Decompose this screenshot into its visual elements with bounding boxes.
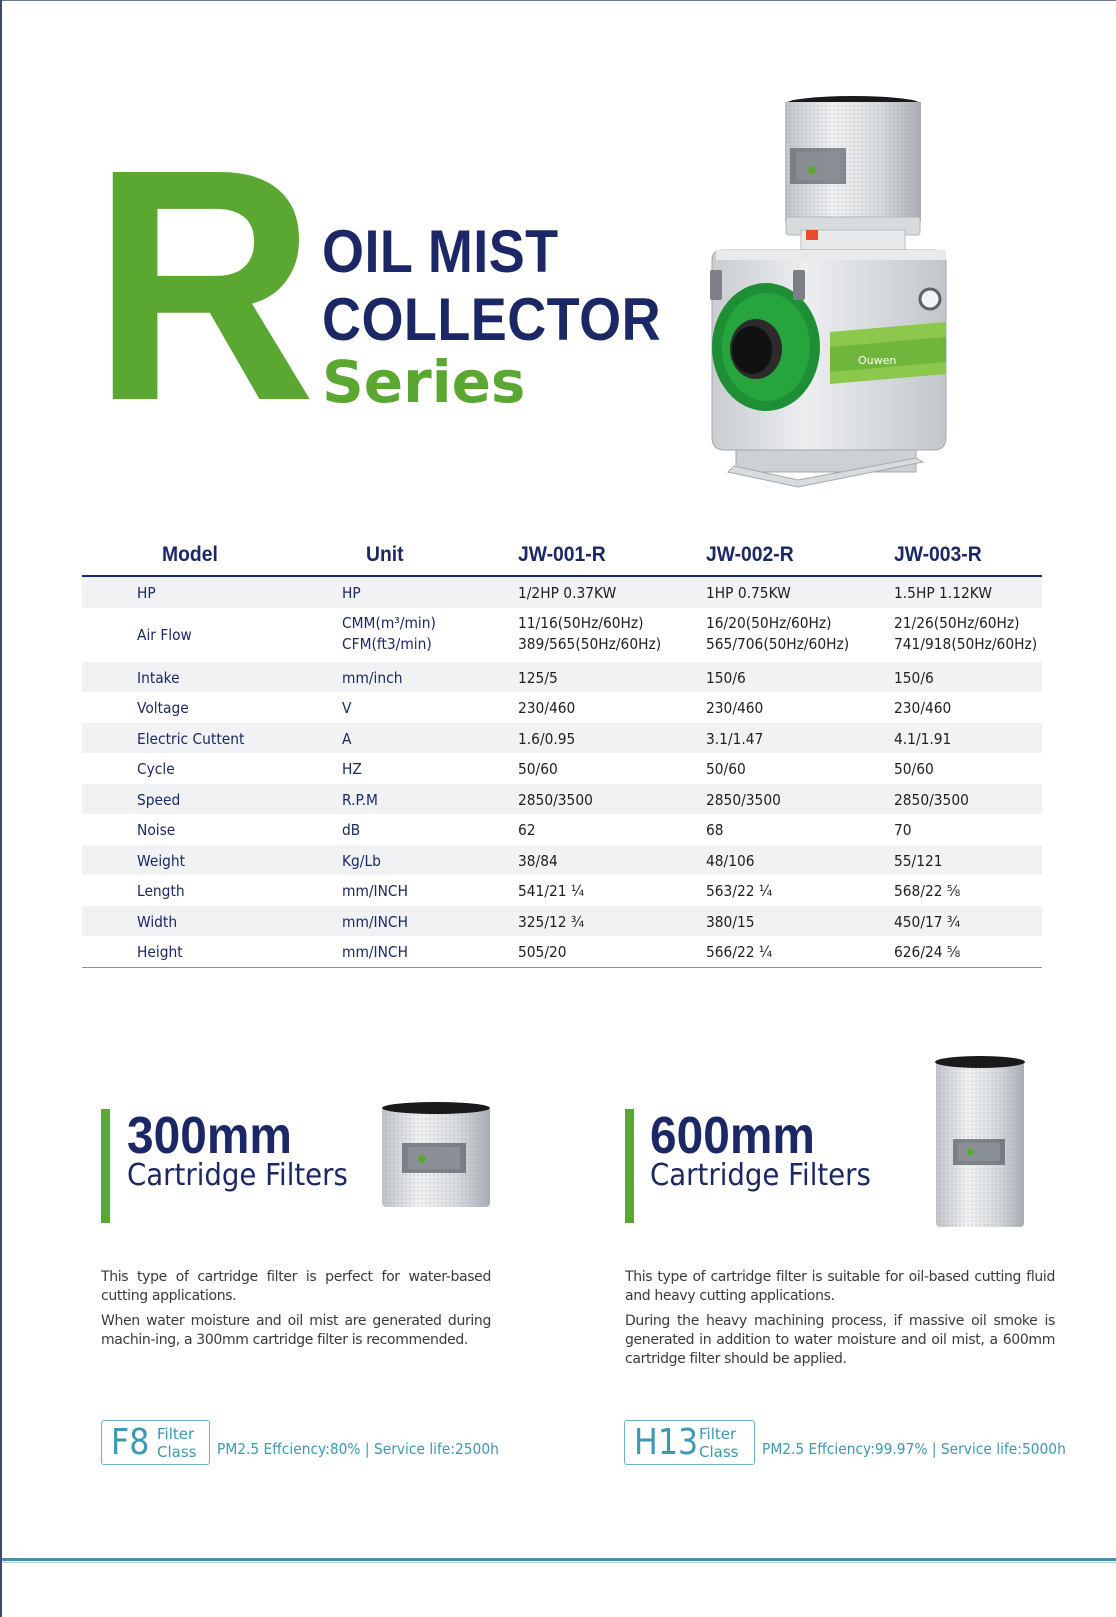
- table-row: [82, 662, 1042, 693]
- row-unit: mm/inch: [342, 668, 403, 687]
- row-value-jw-002-r: 380/15: [706, 912, 755, 931]
- table-row: [82, 936, 1042, 967]
- row-unit: Kg/Lb: [342, 851, 381, 870]
- table-header: [82, 535, 1042, 577]
- row-value-pair-jw-001-r: [518, 614, 661, 653]
- row-value-jw-003-r: 568/22 ⅝: [894, 882, 961, 900]
- filter-class-label: [699, 1425, 738, 1461]
- row-value-jw-003-r: 2850/3500: [894, 790, 969, 809]
- row-unit-secondary: CFM(ft3/min): [342, 634, 432, 653]
- row-param: Weight: [137, 851, 186, 870]
- row-value-pair-jw-002-r: [706, 614, 849, 653]
- filter-class-info-600: PM2.5 Effciency:99.97% | Service life:5000h: [762, 1440, 1066, 1458]
- oil-mist-collector-image: [708, 92, 980, 492]
- row-value-jw-003-r: 230/460: [894, 699, 952, 717]
- specification-table: [82, 535, 1042, 968]
- filter-class-label: [157, 1425, 196, 1461]
- filter-class-label-line2: Class: [699, 1443, 739, 1461]
- header-model: Model: [162, 543, 218, 566]
- header-unit: Unit: [366, 543, 404, 566]
- filter-class-badge-f8: [101, 1420, 210, 1465]
- header-jw-003-r: JW-003-R: [894, 543, 982, 566]
- row-param: Air Flow: [137, 625, 192, 644]
- row-param: Noise: [137, 821, 176, 839]
- row-unit: dB: [342, 821, 361, 839]
- row-unit: V: [342, 699, 352, 717]
- row-param: Width: [137, 912, 178, 931]
- page-top-border: [0, 0, 1116, 1]
- row-param: Length: [137, 882, 185, 900]
- table-bottom-rule: [82, 967, 1042, 968]
- row-value-jw-003-r: 450/17 ¾: [894, 912, 961, 931]
- row-value-jw-001-r: 1.6/0.95: [518, 729, 576, 748]
- row-value-jw-003-r: 70: [894, 821, 912, 839]
- filter-class-code: H13: [634, 1422, 699, 1463]
- row-value-jw-003-r: 1.5HP 1.12KW: [894, 584, 992, 602]
- row-value-jw-002-r: 230/460: [706, 699, 764, 717]
- description-paragraph: When water moisture and oil mist are generated during machin-ing, a 300mm cartridge filter is recommended.: [101, 1313, 491, 1348]
- page-left-border: [0, 0, 2, 1617]
- row-value-jw-001-r: 541/21 ¼: [518, 882, 585, 900]
- row-value-jw-001-r: 2850/3500: [518, 790, 593, 809]
- description-paragraph: During the heavy machining process, if massive oil smoke is generated in addition to water moisture and oil mist, a 600mm cartridge filter should be applied.: [625, 1313, 1055, 1367]
- description-paragraph: This type of cartridge filter is perfect for water-based cutting applications.: [101, 1269, 491, 1304]
- filter-description-600: [625, 1268, 1055, 1375]
- row-value-jw-002-r: 68: [706, 821, 724, 839]
- row-value-jw-003-r: 150/6: [894, 668, 934, 687]
- filter-name-600: Cartridge Filters: [650, 1158, 871, 1193]
- row-unit-pair: [342, 614, 436, 653]
- filter-size-600: 600mm: [650, 1107, 815, 1165]
- row-value: 21/26(50Hz/60Hz): [894, 613, 1020, 632]
- series-letter: R: [92, 100, 307, 469]
- row-value-jw-002-r: 563/22 ¼: [706, 882, 773, 900]
- row-param: Cycle: [137, 760, 175, 778]
- row-value-jw-001-r: 505/20: [518, 943, 567, 961]
- row-value-jw-001-r: 230/460: [518, 699, 576, 717]
- table-row: [82, 814, 1042, 845]
- filter-class-label-line1: Filter: [699, 1425, 737, 1443]
- row-param: Intake: [137, 668, 180, 687]
- title-line-3: Series: [322, 348, 526, 416]
- filter-size-300: 300mm: [127, 1107, 292, 1165]
- row-value-jw-001-r: 38/84: [518, 851, 558, 870]
- row-value-jw-001-r: 125/5: [518, 668, 558, 687]
- row-value-jw-002-r: 150/6: [706, 668, 746, 687]
- row-value-jw-002-r: 566/22 ¼: [706, 943, 773, 961]
- description-paragraph: This type of cartridge filter is suitable for oil-based cutting fluid and heavy cutting applications.: [625, 1269, 1055, 1304]
- row-unit: CMM(m³/min): [342, 613, 436, 632]
- row-value-jw-002-r: 50/60: [706, 760, 746, 778]
- row-value: 16/20(50Hz/60Hz): [706, 613, 832, 632]
- filter-class-code: F8: [111, 1422, 150, 1463]
- row-value: 11/16(50Hz/60Hz): [518, 613, 644, 632]
- table-row: [82, 875, 1042, 906]
- product-brand-text: Ouwen: [858, 354, 897, 367]
- row-unit: mm/INCH: [342, 912, 408, 931]
- row-value-jw-003-r: 55/121: [894, 851, 943, 870]
- title-line-2: COLLECTOR: [322, 286, 662, 353]
- row-value-jw-003-r: 626/24 ⅝: [894, 943, 961, 961]
- row-value-jw-002-r: 1HP 0.75KW: [706, 584, 791, 602]
- table-row: [82, 753, 1042, 784]
- row-value-secondary: 741/918(50Hz/60Hz): [894, 634, 1038, 653]
- row-value-secondary: 565/706(50Hz/60Hz): [706, 634, 850, 653]
- row-value-jw-002-r: 48/106: [706, 851, 755, 870]
- bottom-rule: [2, 1558, 1116, 1561]
- table-row: [82, 692, 1042, 723]
- row-unit: mm/INCH: [342, 943, 408, 961]
- table-row: [82, 608, 1042, 662]
- table-row: [82, 906, 1042, 937]
- row-value-jw-001-r: 1/2HP 0.37KW: [518, 584, 617, 602]
- row-unit: HZ: [342, 760, 362, 778]
- bottom-rule-thin: [2, 1562, 1116, 1563]
- header-jw-001-r: JW-001-R: [518, 543, 606, 566]
- cartridge-300mm-image: [380, 1101, 492, 1213]
- table-row: [82, 577, 1042, 608]
- row-value-secondary: 389/565(50Hz/60Hz): [518, 634, 662, 653]
- row-unit: R.P.M: [342, 790, 378, 809]
- cartridge-600mm-image: [934, 1055, 1026, 1230]
- row-param: HP: [137, 584, 156, 602]
- filter-class-label-line2: Class: [157, 1443, 197, 1461]
- filter-description-300: [101, 1268, 491, 1356]
- row-value-pair-jw-003-r: [894, 614, 1037, 653]
- table-row: [82, 723, 1042, 754]
- row-value-jw-001-r: 325/12 ¾: [518, 912, 585, 931]
- header-jw-002-r: JW-002-R: [706, 543, 794, 566]
- row-param: Electric Cuttent: [137, 729, 245, 748]
- row-value-jw-002-r: 2850/3500: [706, 790, 781, 809]
- table-row: [82, 784, 1042, 815]
- row-value-jw-001-r: 50/60: [518, 760, 558, 778]
- filter-class-label-line1: Filter: [157, 1425, 195, 1443]
- row-param: Height: [137, 943, 183, 961]
- filter-class-info-300: PM2.5 Effciency:80% | Service life:2500h: [217, 1440, 499, 1458]
- accent-bar: [101, 1109, 110, 1223]
- row-value-jw-001-r: 62: [518, 821, 536, 839]
- table-row: [82, 845, 1042, 876]
- filter-class-badge-h13: [624, 1420, 755, 1465]
- row-unit: mm/INCH: [342, 882, 408, 900]
- row-param: Voltage: [137, 699, 189, 717]
- row-value-jw-003-r: 4.1/1.91: [894, 729, 952, 748]
- title-line-1: OIL MIST: [322, 218, 559, 285]
- row-unit: A: [342, 729, 352, 748]
- row-value-jw-003-r: 50/60: [894, 760, 934, 778]
- filter-name-300: Cartridge Filters: [127, 1158, 348, 1193]
- accent-bar: [625, 1109, 634, 1223]
- row-value-jw-002-r: 3.1/1.47: [706, 729, 764, 748]
- row-unit: HP: [342, 584, 361, 602]
- row-param: Speed: [137, 790, 181, 809]
